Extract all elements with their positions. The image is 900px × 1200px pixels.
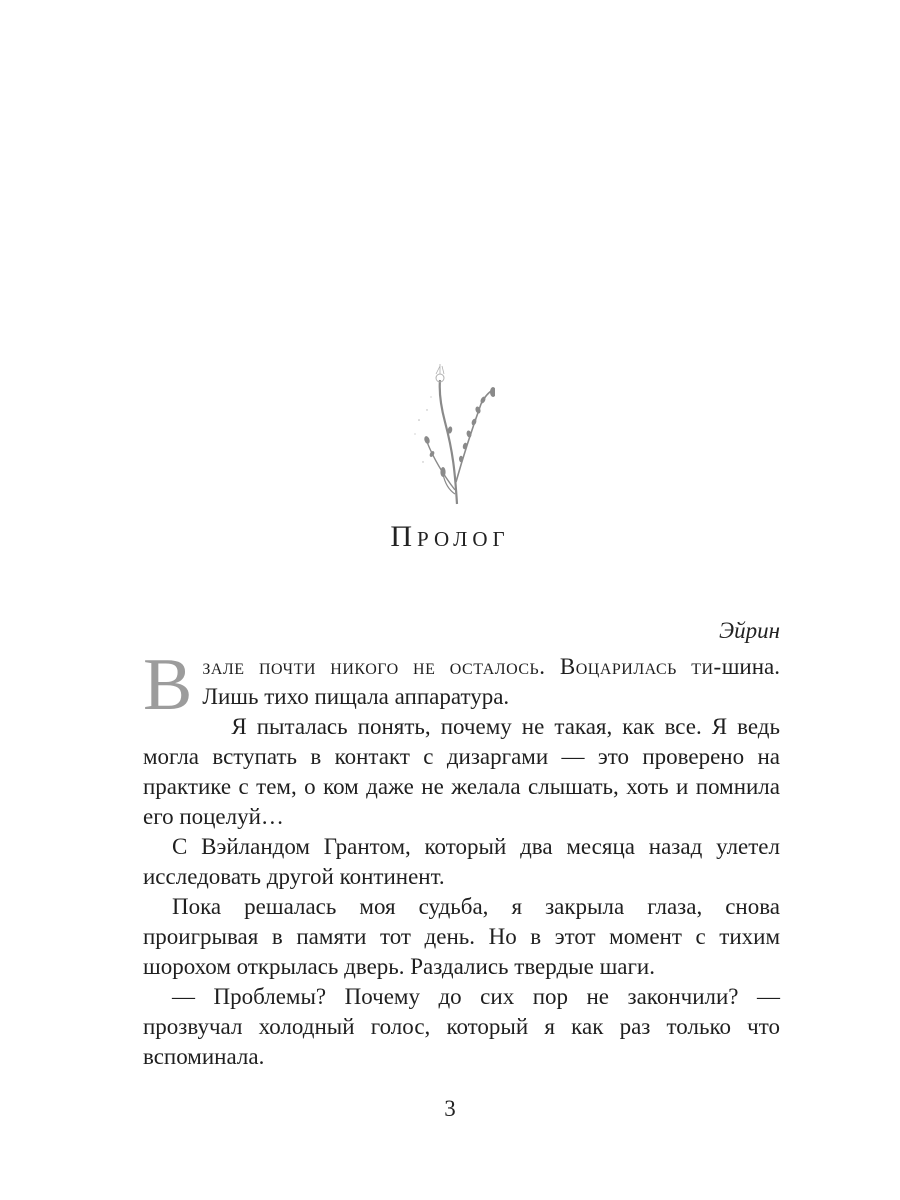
first-paragraph-rest: шина. Лишь тихо пищала аппаратура.: [202, 654, 780, 709]
pov-character-label: Эйрин: [719, 618, 780, 643]
paragraph: С Вэйландом Грантом, который два месяца назад улетел исследовать другой континент.: [143, 834, 780, 889]
paragraph: — Проблемы? Почему до сих пор не закончили? — прозвучал холодный голос, который я как раз только что вспоминала.: [143, 984, 780, 1069]
page-number: 3: [444, 1096, 456, 1121]
chapter-title: Пролог: [390, 520, 510, 553]
paragraph-first: [143, 644, 780, 726]
plant-ornament-icon: [405, 362, 495, 512]
paragraph: Пока решалась моя судьба, я закрыла глаза, снова проигрывая в памяти тот день. Но в этот момент с тихим шорохом открылась дверь. Раздались твердые шаги.: [143, 894, 780, 979]
paragraph: Я пыталась понять, почему не такая, как все. Я ведь могла вступать в контакт с дизаргами — это проверено на практике с тем, о ком даже не желала слышать, хоть и помнила его поцелуй…: [143, 714, 780, 829]
chapter-text: [143, 644, 780, 1072]
drop-cap: В: [143, 644, 193, 726]
first-line-smallcaps: зале почти никого не осталось. Воцарилась ти-: [202, 654, 722, 679]
